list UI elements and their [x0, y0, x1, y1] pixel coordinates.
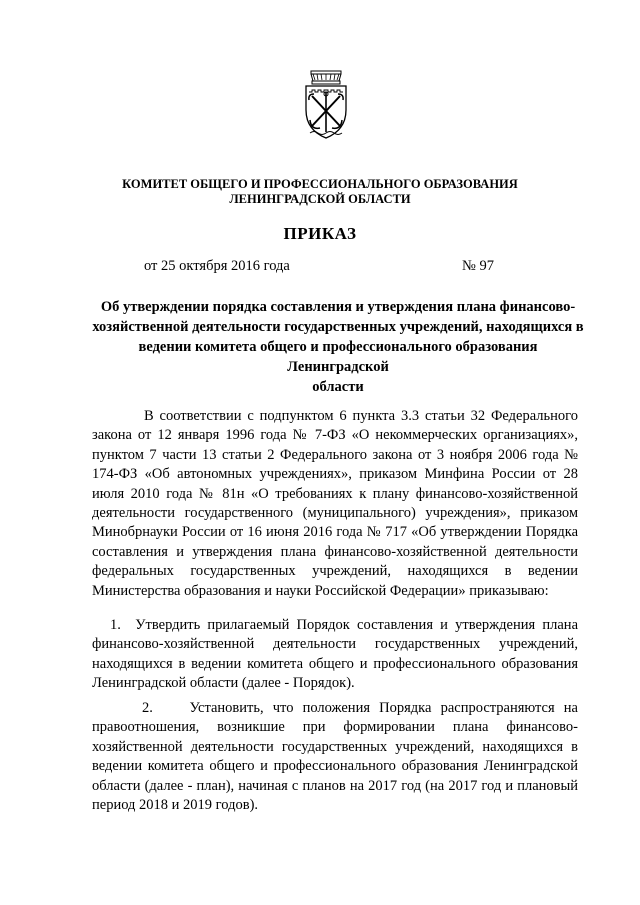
item-2-text: Установить, что положения Порядка распространяются на правоотношения, возникшие при формировании плана финансово-хозяйственной деятельности государственных учреждений, находящихся в ведении комитета общего и профессионального образования Ленинградской области (далее - план), начиная с планов на 2017 год (на 2017 год и плановый период 2018 и 2019 годов).	[92, 700, 578, 814]
document-date: от 25 октября 2016 года	[144, 258, 290, 274]
document-number: № 97	[462, 258, 494, 274]
item-1-text: Утвердить прилагаемый Порядок составления и утверждения плана финансово-хозяйственной деятельности государственных учреждений, находящихся в ведении комитета общего и профессионального образования Ленинградской области (далее - Порядок).	[92, 617, 578, 692]
document-title	[92, 297, 584, 397]
order-item-2	[92, 699, 578, 815]
order-item-1	[92, 616, 578, 694]
authority-line-1: КОМИТЕТ ОБЩЕГО И ПРОФЕССИОНАЛЬНОГО ОБРАЗОВАНИЯ	[122, 177, 518, 191]
document-type-heading: ПРИКАЗ	[283, 224, 357, 243]
item-1-number: 1.	[110, 617, 121, 633]
title-line-1: Об утверждении порядка составления и утверждения плана финансово-	[100, 299, 576, 315]
preamble-paragraph: В соответствии с подпунктом 6 пункта 3.3 статьи 32 Федерального закона от 12 января 1996 года № 7-ФЗ «О некоммерческих организациях», пунктом 7 части 13 статьи 2 Федерального закона от 3 ноября 2006 года № 174-ФЗ «Об автономных учреждениях», приказом Минфина России от 28 июля 2010 года № 81н «О требованиях к плану финансово-хозяйственной деятельности государственного (муниципального) учреждения», приказом Минобрнауки России от 16 июня 2016 года № 717 «Об утверждении Порядка составления и утверждения плана финансово-хозяйственной деятельности федеральных государственных учреждений, находящихся в ведении Министерства образования и науки Российской Федерации» приказываю:	[92, 408, 578, 599]
issuing-authority	[0, 177, 640, 207]
title-line-4: области	[312, 379, 364, 395]
coat-of-arms-icon	[298, 70, 354, 140]
item-2-number: 2.	[142, 700, 153, 716]
title-line-2: хозяйственной деятельности государственных учреждений, находящихся в	[92, 319, 584, 335]
title-line-3: ведении комитета общего и профессионального образования Ленинградской	[138, 339, 538, 375]
authority-line-2: ЛЕНИНГРАДСКОЙ ОБЛАСТИ	[229, 192, 411, 206]
